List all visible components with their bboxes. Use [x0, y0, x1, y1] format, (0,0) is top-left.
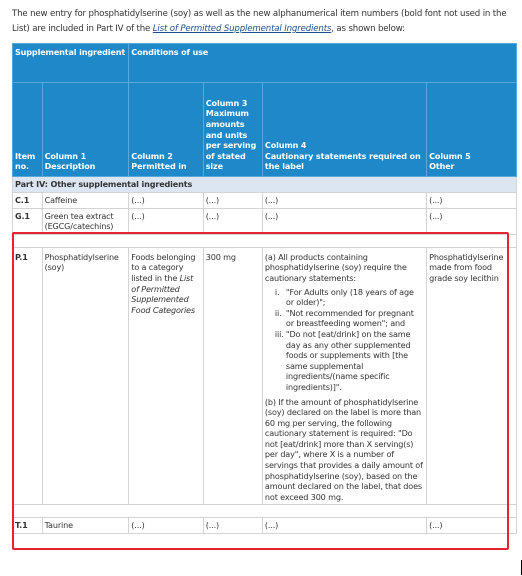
- list-of-permitted-ingredients-link[interactable]: List of Permitted Supplemental Ingredients: [152, 24, 332, 34]
- supplemental-ingredient-header: Supplemental ingredient: [13, 44, 129, 83]
- item-code: G.1: [13, 208, 43, 234]
- ingredients-table: [12, 43, 517, 534]
- table-row-taurine: [13, 518, 517, 534]
- statement-text: "Not recommended for pregnant or breastfeeding women"; and: [285, 307, 414, 329]
- section-row: [13, 177, 517, 193]
- cautionary-part-a: (a) All products containing phosphatidylserine (soy) require the cautionary statements:: [264, 251, 407, 283]
- statement-number: iii.: [274, 328, 284, 339]
- item-cautionary: (...): [262, 208, 426, 234]
- item-code: C.1: [13, 193, 43, 209]
- cautionary-statement: [275, 287, 424, 308]
- intro-text-before: The new entry for phosphatidylserine (soy) as well as the new alphanumerical item numbers (bold font not used in the List) are included in Part IV of the: [12, 9, 507, 34]
- statement-text: "Do not [eat/drink] on the same day as any other supplemented foods or supplements with [the same supplemental ingredients/(name specific ingredients)]".: [285, 328, 411, 392]
- column-2-title: Column 2: [131, 150, 173, 161]
- item-no-header: Item no.: [13, 83, 43, 177]
- item-other: (...): [427, 208, 517, 234]
- item-maximum: (...): [203, 208, 262, 234]
- intro-text-after: , as shown below:: [331, 24, 405, 34]
- spacer-row: [13, 505, 517, 518]
- cautionary-part-b: (b) If the amount of phosphatidylserine (soy) declared on the label is more than 60 mg per serving, the following cautionary statement is required: "Do not [eat/drink] more than X serving(s) per day", where X is a number of servings that provides a daily amount of phosphatidylserine (soy), based on the amount declared on the label, that does not exceed 300 mg.: [264, 396, 423, 502]
- column-2-subtitle: Permitted in: [131, 161, 187, 172]
- column-2-header: [129, 83, 203, 177]
- item-code: P.1: [13, 247, 43, 505]
- column-1-header: [42, 83, 129, 177]
- item-other: (...): [427, 193, 517, 209]
- column-4-title: Column 4: [264, 140, 307, 151]
- permitted-in-list-name: List of Permitted Supplemented Food Categories: [131, 272, 195, 315]
- table-row-green-tea: [13, 208, 517, 234]
- column-1-title: Column 1: [44, 150, 87, 161]
- item-permitted-in: (...): [129, 208, 203, 234]
- column-1-subtitle: Description: [44, 161, 96, 172]
- item-cautionary: [262, 247, 426, 505]
- conditions-of-use-header: Conditions of use: [129, 44, 517, 83]
- cautionary-statement: [275, 329, 424, 393]
- table-row-phosphatidylserine: [13, 247, 517, 505]
- item-description: Phosphatidylserine (soy): [42, 247, 129, 505]
- column-5-header: [427, 83, 517, 177]
- cautionary-statement: [275, 308, 424, 329]
- column-3-header: [203, 83, 262, 177]
- column-4-subtitle: Cautionary statements required on the label: [264, 150, 421, 172]
- table-row-caffeine: [13, 193, 517, 209]
- item-cautionary: (...): [262, 193, 426, 209]
- permitted-in-prefix: Foods belonging to a category listed in the: [131, 251, 196, 283]
- spacer-row: [13, 234, 517, 247]
- item-other: Phosphatidylserine made from food grade soy lecithin: [427, 247, 517, 505]
- item-maximum: 300 mg: [203, 247, 262, 505]
- item-maximum: (...): [203, 518, 262, 534]
- statement-text: "For Adults only (18 years of age or older)";: [285, 286, 414, 308]
- spacer-cell: [13, 505, 517, 518]
- item-other: (...): [427, 518, 517, 534]
- item-permitted-in: (...): [129, 193, 203, 209]
- item-description: Green tea extract (EGCG/catechins): [42, 208, 129, 234]
- statement-number: i.: [274, 286, 280, 297]
- intro-paragraph: [12, 7, 517, 37]
- item-code: T.1: [13, 518, 43, 534]
- column-5-subtitle: Other: [429, 161, 455, 172]
- item-permitted-in: (...): [129, 518, 203, 534]
- item-description: Taurine: [42, 518, 129, 534]
- cautionary-statement-list: [265, 287, 424, 393]
- item-description: Caffeine: [42, 193, 129, 209]
- item-maximum: (...): [203, 193, 262, 209]
- section-label: Part IV: Other supplemental ingredients: [13, 177, 517, 193]
- column-3-title: Column 3: [205, 97, 248, 108]
- statement-number: ii.: [274, 307, 282, 318]
- item-cautionary: (...): [262, 518, 426, 534]
- item-permitted-in: [129, 247, 203, 505]
- spacer-cell: [13, 234, 517, 247]
- column-4-header: [262, 83, 426, 177]
- column-3-subtitle: Maximum amounts and units per serving of stated size: [205, 108, 257, 172]
- column-5-title: Column 5: [429, 150, 471, 161]
